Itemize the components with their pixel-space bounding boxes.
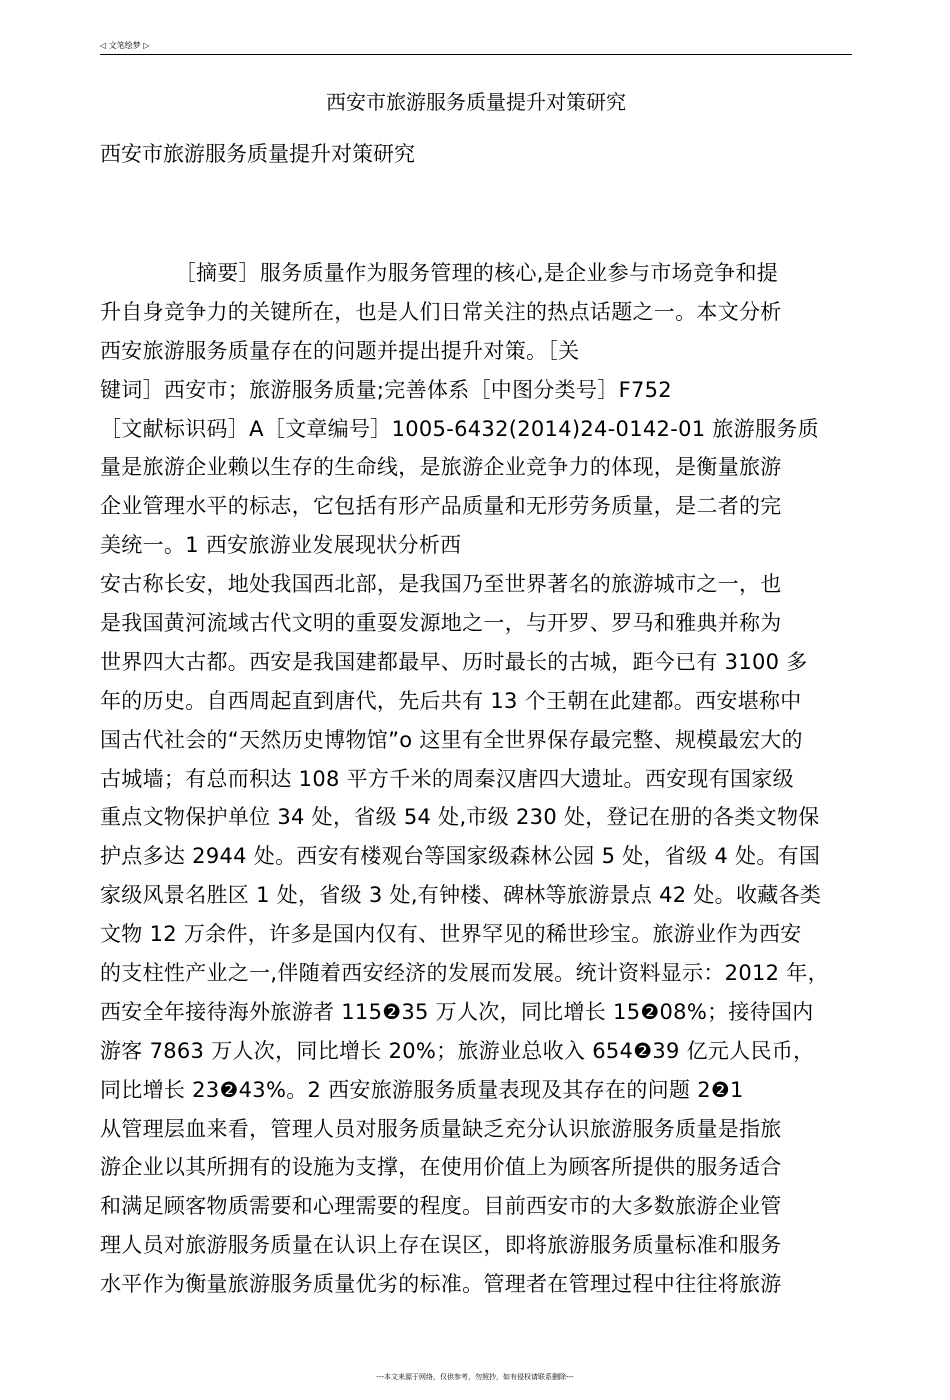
- document-subtitle: 西安市旅游服务质量提升对策研究: [100, 142, 415, 166]
- body-line: 是我国黄河流域古代文明的重耍发源地之一，与开罗、罗马和雅典并称为: [100, 611, 782, 636]
- body-line: ［文献标识码］A［文章编号］1005-6432(2014)24-0142-01 旅游服务质: [100, 416, 819, 441]
- body-line: 从管理层血来看，管理人员对服务质量缺乏充分认识旅游服务质量是指旅: [100, 1116, 782, 1141]
- body-line: 文物 12 万余件，许多是国内仅有、世界罕见的稀世珍宝。旅游业作为西安: [100, 922, 802, 947]
- body-line: 西安旅游服务质量存在的问题并提出提升对策。［关: [100, 338, 580, 363]
- body-line: 世界四大古都。西安是我国建都最早、历时最长的古城，距今已有 3100 多: [100, 649, 808, 674]
- body-line: 家级风景名胜区 1 处，省级 3 处,有钟楼、碑林等旅游景点 42 处。收藏各类: [100, 883, 822, 908]
- body-line: 西安全年接待海外旅游者 115❷35 万人次，同比增长 15❷08%；接待国内: [100, 999, 814, 1024]
- page-footer: ---本文来源于网络，仅供参考，勿照抄，如有侵权请联系删除---: [376, 1373, 574, 1381]
- body-line: 企业管理水平的标志，它包括有形产品质量和无形劳务质量，是二者的完: [100, 494, 782, 519]
- body-line: 理人员对旅游服务质量在认识上存在误区，即将旅游服务质量标准和服务: [100, 1233, 782, 1258]
- body-line: 年的历史。自西周起直到唐代，先后共有 13 个王朝在此建都。西安堪称中: [100, 688, 802, 713]
- body-line: 的支柱性产业之一,伴随着西安经济的发展而发展。统计资料显示：2012 年，: [100, 961, 829, 986]
- body-line: 同比增长 23❷43%。2 西安旅游服务质量表现及其存在的问题 2❷1: [100, 1077, 744, 1102]
- body-line: 游客 7863 万人次，同比增长 20%；旅游业总收入 654❷39 亿元人民币，: [100, 1038, 815, 1063]
- body-line: 重点文物保护单位 34 处，省级 54 处,市级 230 处，登记在册的各类文物保: [100, 805, 820, 830]
- body-line: 国古代社会的“天然历史博物馆”o 这里有全世界保存最完整、规模最宏大的: [100, 727, 803, 752]
- body-line: 古城墙；有总而积达 108 平方千米的周秦汉唐四大遗址。西安现有国家级: [100, 766, 794, 791]
- body-line: 量是旅游企业赖以生存的生命线，是旅游企业竞争力的体现，是衡量旅游: [100, 455, 782, 480]
- body-line: 护点多达 2944 处。西安有楼观台等国家级森林公园 5 处，省级 4 处。有国: [100, 844, 821, 869]
- document-title: 西安市旅游服务质量提升对策研究: [326, 90, 626, 114]
- body-line: 和满足顾客物质需要和心理需要的程度。目前西安市的大多数旅游企业管: [100, 1194, 782, 1219]
- body-line: 美统一。1 西安旅游业发展现状分析西: [100, 533, 462, 558]
- body-line: ［摘要］服务质量作为服务管理的核心,是企业参与市场竞争和提: [100, 261, 779, 285]
- body-line: 键词］西安市；旅游服务质量;完善体系［中图分类号］F752: [100, 377, 672, 402]
- header-text: ◁ 文笔绘梦 ▷: [100, 41, 150, 50]
- page-header: [100, 38, 852, 55]
- body-line: 水平作为衡量旅游服务质量优劣的标准。管理者在管理过程中往往将旅游: [100, 1272, 782, 1297]
- body-line: 游企业以其所拥有的设施为支撑，在使用价值上为顾客所提供的服务适合: [100, 1155, 782, 1180]
- body-line: 安古称长安，地处我国西北部，是我国乃至世界著名的旅游城市之一，也: [100, 572, 782, 597]
- document-body: [100, 254, 880, 1304]
- body-line: 升自身竞争力的关键所在，也是人们日常关注的热点话题之一。本文分析: [100, 299, 782, 324]
